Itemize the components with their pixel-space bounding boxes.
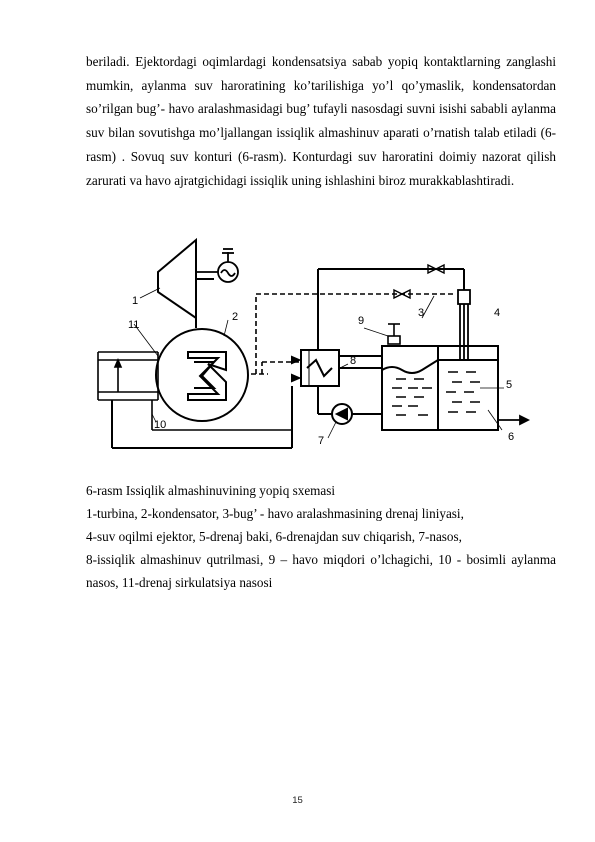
label-6: 6 bbox=[508, 431, 515, 443]
label-10: 10 bbox=[154, 419, 167, 431]
heat-exchanger-icon bbox=[292, 350, 339, 386]
label-1: 1 bbox=[132, 295, 139, 307]
label-2: 2 bbox=[232, 311, 239, 323]
label-4: 4 bbox=[494, 307, 501, 319]
label-5: 5 bbox=[506, 379, 513, 391]
air-meter-icon bbox=[388, 324, 400, 344]
diagram-svg bbox=[96, 232, 536, 462]
caption-line-1: 1-turbina, 2-kondensator, 3-bug’ - havo aralashmasining drenaj liniyasi, bbox=[86, 506, 464, 521]
label-8: 8 bbox=[350, 355, 357, 367]
pump-icon bbox=[318, 386, 382, 424]
label-9: 9 bbox=[358, 315, 365, 327]
caption-title: 6-rasm Issiqlik almashinuvining yopiq sxemasi bbox=[86, 483, 336, 498]
label-7: 7 bbox=[318, 435, 325, 447]
page-number: 15 bbox=[292, 795, 303, 806]
figure-caption bbox=[86, 479, 556, 594]
closed-heat-exchange-diagram bbox=[96, 232, 536, 462]
generator-icon bbox=[196, 249, 238, 282]
label-3: 3 bbox=[418, 307, 425, 319]
body-paragraph: beriladi. Ejektordagi oqimlardagi kondensatsiya sabab yopiq kontaktlarning zanglashi mumkin, aylanma suv haroratining ko’tarilishiga yo’l qo’ymaslik, kondensatordan so’rilgan bug’- havo aralashmasidagi bug’ tufayli nasosdagi suvni isishi sababli aylanma suv bilan sovutishga mo’ljallangan issiqlik almashinuv aparati o’rnatish talab etiladi (6-rasm) . Sovuq suv konturi (6-rasm). Konturdagi suv haroratini doimiy nazorat qilish zarurati va havo ajratgichidagi issiqlik uning ishlashini biroz murakkablashtiradi. bbox=[86, 54, 556, 188]
turbine-icon bbox=[158, 240, 214, 318]
condenser-icon bbox=[156, 329, 248, 421]
caption-line-2: 4-suv oqilmi ejektor, 5-drenaj baki, 6-drenajdan suv chiqarish, 7-nasos, bbox=[86, 529, 462, 544]
ejector-icon bbox=[458, 290, 470, 360]
caption-line-3: 8-issiqlik almashinuv qutrilmasi, 9 – havo miqdori o’lchagichi, 10 - bosimli aylanma nasos, 11-drenaj sirkulatsiya nasosi bbox=[86, 552, 556, 590]
label-11: 11 bbox=[128, 319, 140, 331]
